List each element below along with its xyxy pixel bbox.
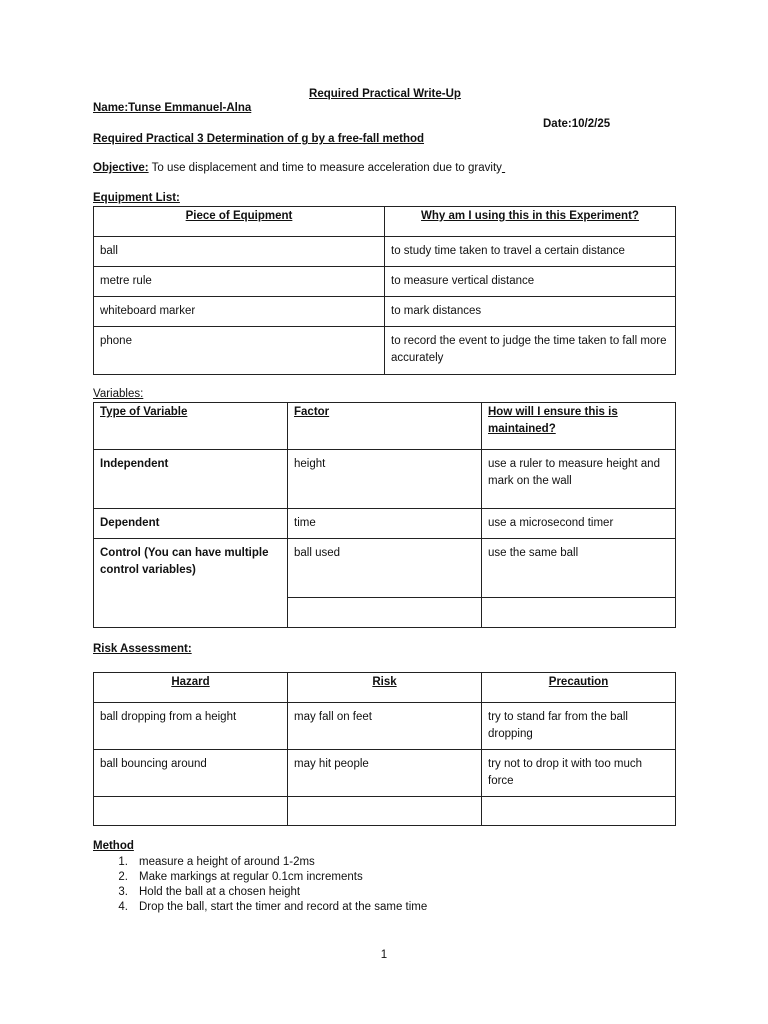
risk-header-row [94,673,676,703]
variables-cell: use a ruler to measure height and mark on the wall [482,450,676,509]
variables-cell: ball used [288,539,482,598]
risk-cell [482,797,676,826]
objective-label: Objective: [93,162,149,174]
table-row [94,327,676,375]
step-text: Drop the ball, start the timer and record at the same time [139,901,428,913]
variables-cell [482,598,676,628]
equipment-heading: Equipment List: [93,192,180,204]
variables-cell: Independent [94,450,288,509]
equipment-cell: to study time taken to travel a certain distance [385,237,676,267]
risk-cell: try not to drop it with too much force [482,750,676,797]
table-row [94,297,676,327]
practical-title: Required Practical 3 Determination of g by a free-fall method [93,133,425,145]
equipment-cell: metre rule [94,267,385,297]
risk-cell [94,797,288,826]
variables-cell: Control (You can have multiple control variables) [94,539,288,628]
risk-cell: may hit people [288,750,482,797]
page-title: Required Practical Write-Up [309,88,461,100]
table-row [94,450,676,509]
risk-cell: ball dropping from a height [94,703,288,750]
variables-cell: time [288,509,482,539]
variables-cell: use the same ball [482,539,676,598]
equipment-cell: to mark distances [385,297,676,327]
variables-cell: height [288,450,482,509]
method-heading: Method [93,840,134,852]
table-row [94,703,676,750]
variables-header-maintained: How will I ensure this is maintained? [482,403,676,450]
equipment-header-row [94,207,676,237]
variables-header-factor: Factor [288,403,482,450]
equipment-cell: ball [94,237,385,267]
variables-cell: Dependent [94,509,288,539]
equipment-cell: whiteboard marker [94,297,385,327]
step-text: measure a height of around 1-2ms [139,856,315,868]
equipment-header-why: Why am I using this in this Experiment? [385,207,676,237]
page-number: 1 [380,949,388,961]
risk-header-precaution: Precaution [482,673,676,703]
risk-heading: Risk Assessment: [93,643,192,655]
date: Date:10/2/25 [543,118,611,130]
table-row [94,797,676,826]
equipment-cell: phone [94,327,385,375]
step-number: 3. [118,886,128,898]
variables-header-row [94,403,676,450]
equipment-table [93,206,676,375]
variables-heading: Variables: [93,388,144,400]
step-number: 4. [118,901,128,913]
equipment-cell: to record the event to judge the time taken to fall more accurately [385,327,676,375]
risk-table [93,672,676,826]
objective-end-mark [502,162,505,174]
objective [93,162,505,174]
table-row [94,750,676,797]
table-row [94,509,676,539]
risk-header-risk: Risk [288,673,482,703]
step-number: 1. [118,856,128,868]
step-text: Make markings at regular 0.1cm increments [139,871,363,883]
table-row [94,539,676,598]
table-row [94,237,676,267]
table-row [94,267,676,297]
equipment-cell: to measure vertical distance [385,267,676,297]
objective-text: To use displacement and time to measure acceleration due to gravity [148,162,502,174]
risk-cell: try to stand far from the ball dropping [482,703,676,750]
risk-cell [288,797,482,826]
equipment-header-piece: Piece of Equipment [94,207,385,237]
variables-cell: use a microsecond timer [482,509,676,539]
student-name: Name:Tunse Emmanuel-Alna [93,102,252,114]
risk-cell: ball bouncing around [94,750,288,797]
step-text: Hold the ball at a chosen height [139,886,301,898]
step-number: 2. [118,871,128,883]
variables-table [93,402,676,628]
variables-cell [288,598,482,628]
risk-cell: may fall on feet [288,703,482,750]
variables-header-type: Type of Variable [94,403,288,450]
risk-header-hazard: Hazard [94,673,288,703]
